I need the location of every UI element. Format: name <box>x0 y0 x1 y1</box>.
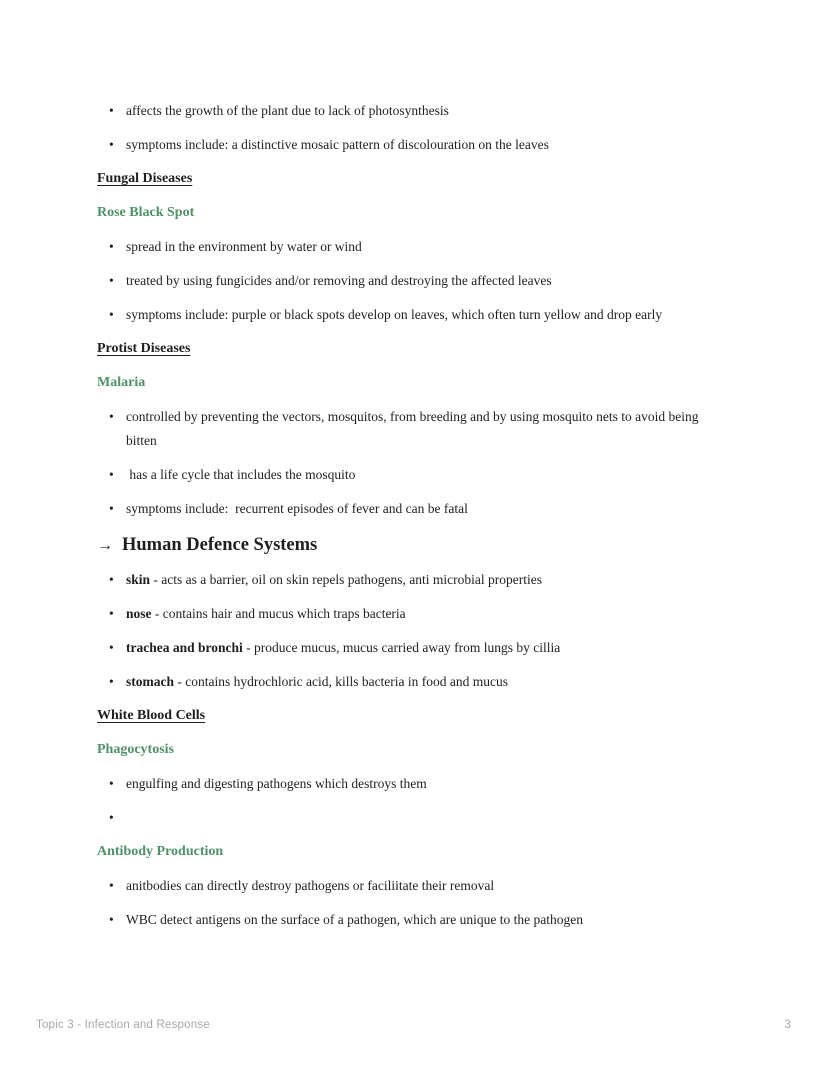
text-run: has a life cycle that includes the mosquito <box>126 467 356 482</box>
page-footer <box>36 1019 791 1031</box>
text-run: affects the growth of the plant due to lack of photosynthesis <box>126 103 449 118</box>
list-item <box>97 497 731 521</box>
text-run: engulfing and digesting pathogens which destroys them <box>126 776 427 791</box>
section-heading: White Blood Cells <box>97 708 206 723</box>
bullet-icon: • <box>109 810 114 825</box>
text-run: symptoms include: a distinctive mosaic pattern of discolouration on the leaves <box>126 137 549 152</box>
bullet-icon: • <box>109 606 114 621</box>
text-run: - contains hydrochloric acid, kills bacteria in food and mucus <box>174 674 509 689</box>
list-item <box>97 772 731 796</box>
bullet-icon: • <box>109 501 114 516</box>
list-item-text <box>126 878 494 893</box>
text-run: controlled by preventing the vectors, mosquitos, from breeding and by using mosquito nets to avoid being bitten <box>126 409 702 448</box>
notes-content <box>97 99 731 942</box>
text-run: symptoms include: purple or black spots develop on leaves, which often turn yellow and drop early <box>126 307 663 322</box>
list-item <box>97 636 731 660</box>
bold-term: skin <box>126 572 151 587</box>
list-item <box>97 908 731 932</box>
list-item <box>97 133 731 157</box>
arrow-icon: → <box>97 537 113 554</box>
bullet-icon: • <box>109 640 114 655</box>
list-item-text <box>126 307 662 322</box>
bold-term: nose <box>126 606 152 621</box>
page-heading-text: Human Defence Systems <box>122 535 318 555</box>
list-item <box>97 568 731 592</box>
text-run: anitbodies can directly destroy pathogens or faciliitate their removal <box>126 878 495 893</box>
subheading: Rose Black Spot <box>97 205 195 220</box>
list-item-text <box>126 137 549 152</box>
list-item <box>97 303 731 327</box>
bullet-icon: • <box>109 239 114 254</box>
text-run: - acts as a barrier, oil on skin repels pathogens, anti microbial properties <box>150 572 542 587</box>
bullet-icon: • <box>109 572 114 587</box>
list-item <box>97 269 731 293</box>
list-item-text <box>126 239 362 254</box>
list-item-text <box>126 467 355 482</box>
bullet-icon: • <box>109 878 114 893</box>
text-run: treated by using fungicides and/or removing and destroying the affected leaves <box>126 273 552 288</box>
list-item-text <box>126 640 560 655</box>
bullet-icon: • <box>109 674 114 689</box>
list-item-text <box>126 674 508 689</box>
bold-term: trachea and bronchi <box>126 640 243 655</box>
footer-topic-label: Topic 3 - Infection and Response <box>36 1019 210 1031</box>
section-heading: Fungal Diseases <box>97 171 193 186</box>
bullet-icon: • <box>109 776 114 791</box>
list-item-text <box>126 501 468 516</box>
list-item <box>97 463 731 487</box>
text-run: - contains hair and mucus which traps bacteria <box>151 606 406 621</box>
subheading: Malaria <box>97 375 146 390</box>
list-item <box>97 405 731 453</box>
list-item-text <box>126 606 406 621</box>
list-item-text <box>126 912 583 927</box>
text-run: WBC detect antigens on the surface of a pathogen, which are unique to the pathogen <box>126 912 583 927</box>
bullet-icon: • <box>109 467 114 482</box>
list-item-text <box>126 103 449 118</box>
list-item-text <box>126 776 427 791</box>
list-item <box>97 806 731 830</box>
page-number: 3 <box>784 1019 791 1031</box>
subheading: Antibody Production <box>97 844 224 859</box>
text-run: - produce mucus, mucus carried away from lungs by cillia <box>242 640 561 655</box>
list-item <box>97 670 731 694</box>
bullet-icon: • <box>109 103 114 118</box>
subheading: Phagocytosis <box>97 742 174 757</box>
section-heading: Protist Diseases <box>97 341 191 356</box>
list-item <box>97 235 731 259</box>
bold-term: stomach <box>126 674 174 689</box>
list-item-text <box>126 409 702 448</box>
bullet-icon: • <box>109 137 114 152</box>
bullet-icon: • <box>109 273 114 288</box>
list-item <box>97 99 731 123</box>
bullet-icon: • <box>109 912 114 927</box>
bullet-icon: • <box>109 307 114 322</box>
text-run: symptoms include: recurrent episodes of fever and can be fatal <box>126 501 468 516</box>
bullet-icon: • <box>109 409 114 424</box>
list-item <box>97 874 731 898</box>
text-run: spread in the environment by water or wind <box>126 239 362 254</box>
list-item-text <box>126 273 552 288</box>
page-heading <box>97 531 731 560</box>
list-item-text <box>126 572 542 587</box>
list-item <box>97 602 731 626</box>
